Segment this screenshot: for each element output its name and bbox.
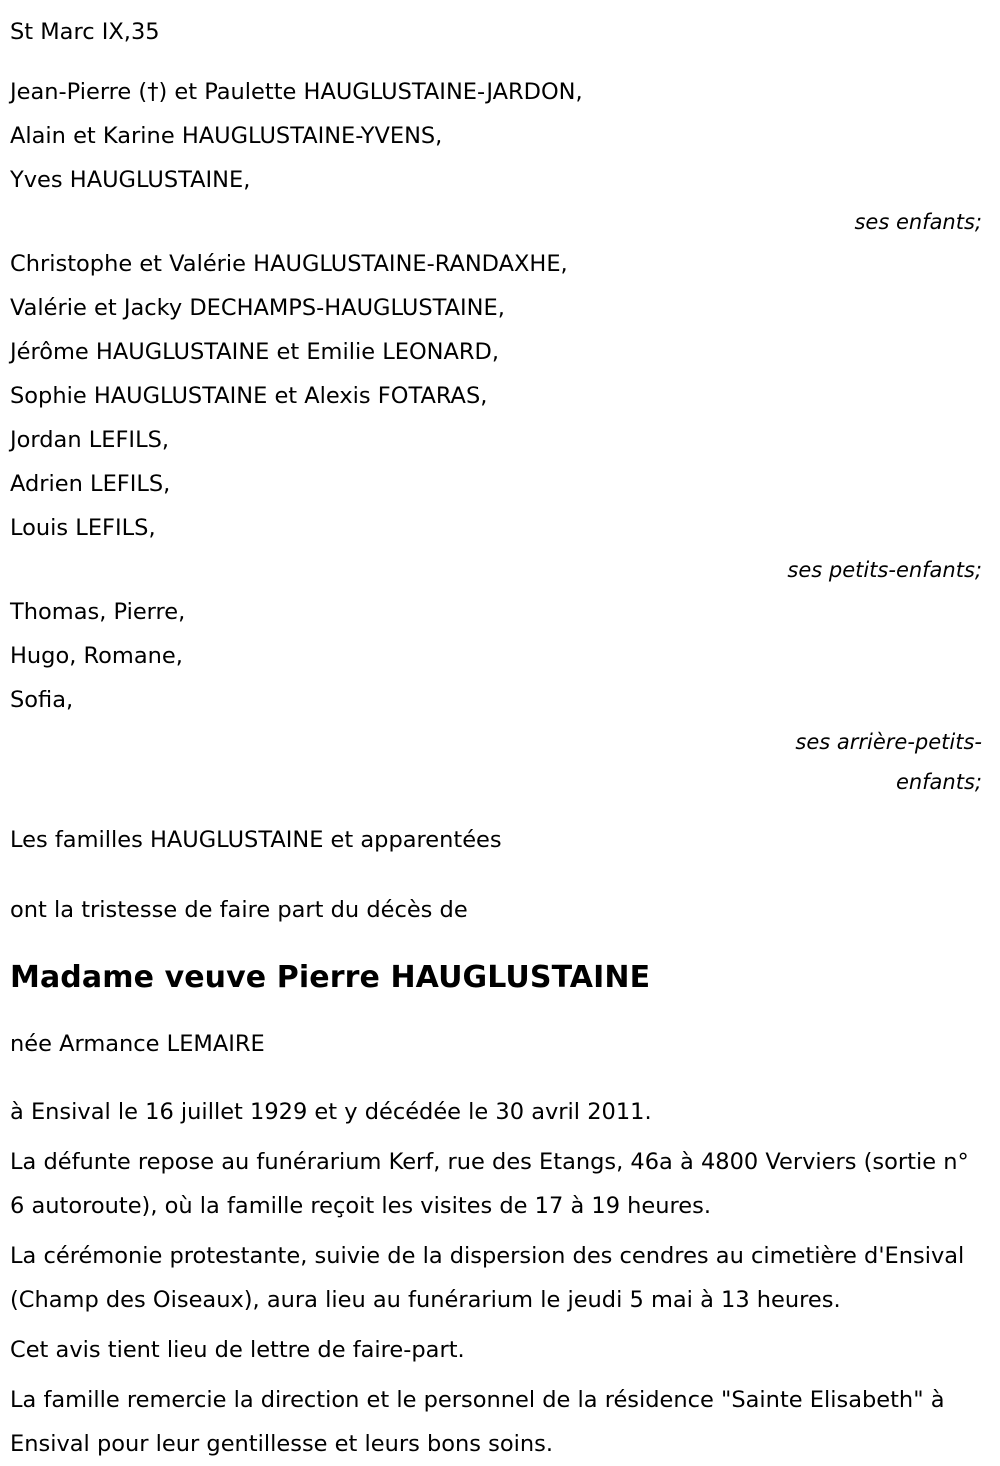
- greatgrandchildren-line: Thomas, Pierre,: [10, 599, 186, 625]
- faire-part-note: Cet avis tient lieu de lettre de faire-part.: [10, 1337, 465, 1363]
- birth-death-dates: à Ensival le 16 juillet 1929 et y décédée le 30 avril 2011.: [10, 1099, 652, 1125]
- grandchildren-line: Valérie et Jacky DECHAMPS-HAUGLUSTAINE,: [10, 295, 505, 321]
- grandchildren-line: Louis LEFILS,: [10, 515, 156, 541]
- children-group: [10, 70, 986, 242]
- deceased-name: Madame veuve Pierre HAUGLUSTAINE: [10, 960, 651, 995]
- thanks-note: La famille remercie la direction et le personnel de la résidence "Sainte Elisabeth" à Ensival pour leur gentillesse et leurs bons soins.: [10, 1387, 952, 1457]
- grandchildren-line: Christophe et Valérie HAUGLUSTAINE-RANDAXHE,: [10, 251, 568, 277]
- greatgrandchildren-line: Sofia,: [10, 687, 74, 713]
- children-role-label: ses enfants;: [854, 210, 982, 234]
- announcement-line: ont la tristesse de faire part du décès de: [10, 897, 468, 923]
- bible-citation: St Marc IX,35: [10, 19, 160, 45]
- greatgrandchildren-role-label-line1: ses arrière-petits-: [795, 730, 982, 754]
- greatgrandchildren-role-label-line2: enfants;: [895, 770, 982, 794]
- ceremony-info: La cérémonie protestante, suivie de la dispersion des cendres au cimetière d'Ensival (Champ des Oiseaux), aura lieu au funérarium le jeudi 5 mai à 13 heures.: [10, 1243, 972, 1313]
- grandchildren-line: Jérôme HAUGLUSTAINE et Emilie LEONARD,: [10, 339, 500, 365]
- spacer: [10, 54, 986, 70]
- greatgrandchildren-group: [10, 590, 986, 802]
- spacer: [10, 932, 986, 948]
- children-line: Jean-Pierre (†) et Paulette HAUGLUSTAINE-JARDON,: [10, 79, 583, 105]
- spacer: [10, 1064, 986, 1090]
- grandchildren-line: Sophie HAUGLUSTAINE et Alexis FOTARAS,: [10, 383, 488, 409]
- grandchildren-group: [10, 242, 986, 590]
- spacer: [10, 862, 986, 888]
- grandchildren-line: Jordan LEFILS,: [10, 427, 170, 453]
- spacer: [10, 802, 986, 818]
- funerarium-info: La défunte repose au funérarium Kerf, rue des Etangs, 46a à 4800 Verviers (sortie n° 6 autoroute), où la famille reçoit les visites de 17 à 19 heures.: [10, 1149, 976, 1219]
- children-line: Yves HAUGLUSTAINE,: [10, 167, 251, 193]
- grandchildren-line: Adrien LEFILS,: [10, 471, 171, 497]
- grandchildren-role-label: ses petits-enfants;: [787, 558, 982, 582]
- deceased-birth-name: née Armance LEMAIRE: [10, 1031, 265, 1057]
- families-line: Les familles HAUGLUSTAINE et apparentées: [10, 827, 502, 853]
- children-line: Alain et Karine HAUGLUSTAINE-YVENS,: [10, 123, 443, 149]
- greatgrandchildren-line: Hugo, Romane,: [10, 643, 183, 669]
- spacer: [10, 998, 986, 1024]
